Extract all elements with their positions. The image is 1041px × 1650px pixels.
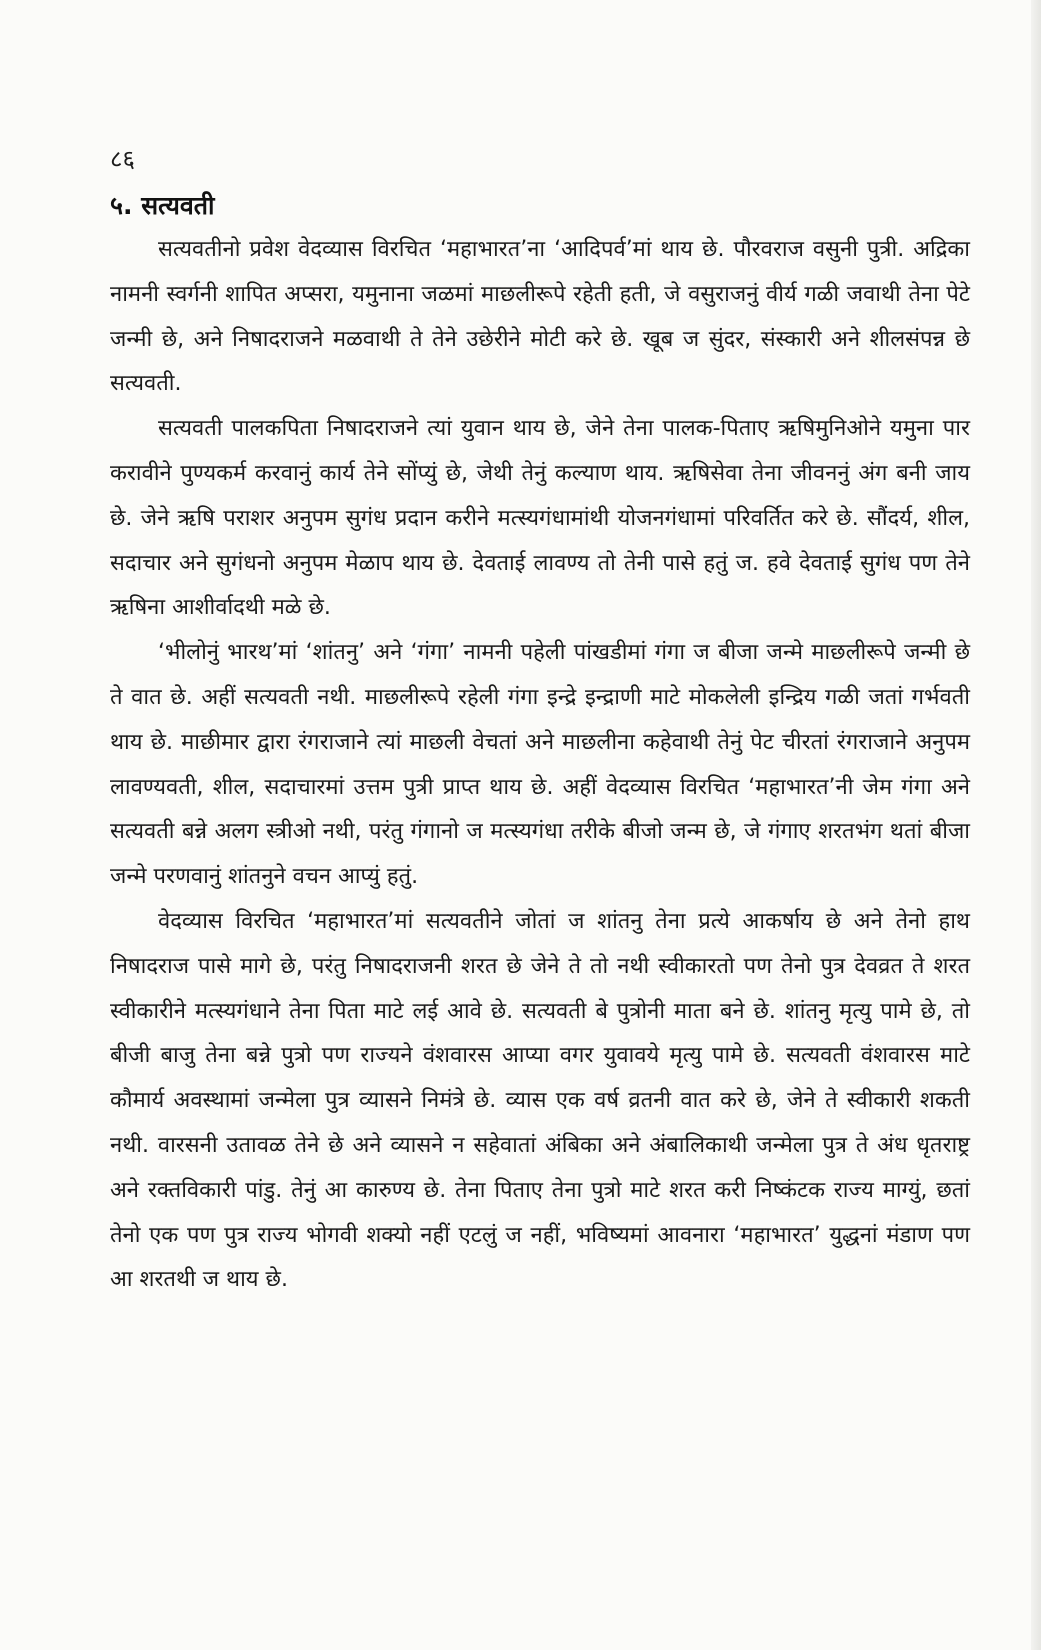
paragraph-3: ‘भीलोनुं भारथ’मां ‘शांतनु’ अने ‘गंगा’ नामनी पहेली पांखडीमां गंगा ज बीजा जन्मे माछलीरूपे जन्मी छे ते वात छे. अहीं सत्यवती नथी. माछलीरूपे रहेली गंगा इन्द्रे इन्द्राणी माटे मोकलेली इन्द्रिय गळी जतां गर्भवती थाय छे. माछीमार द्वारा रंगराजाने त्यां माछली वेचतां अने माछलीना कहेवाथी तेनुं पेट चीरतां रंगराजाने अनुपम लावण्यवती, शील, सदाचारमां उत्तम पुत्री प्राप्त थाय छे. अहीं वेदव्यास विरचित ‘महाभारत’नी जेम गंगा अने सत्यवती बन्ने अलग स्त्रीओ नथी, परंतु गंगानो ज मत्स्यगंधा तरीके बीजो जन्म छे, जे गंगाए शरतभंग थतां बीजा जन्मे परणवानुं शांतनुने वचन आप्युं हतुं. [110, 640, 970, 890]
paragraph-2: सत्यवती पालकपिता निषादराजने त्यां युवान थाय छे, जेने तेना पालक-पिताए ऋषिमुनिओने यमुना पार करावीने पुण्यकर्म करवानुं कार्य तेने सोंप्युं छे, जेथी तेनुं कल्याण थाय. ऋषिसेवा तेना जीवननुं अंग बनी जाय छे. जेने ऋषि पराशर अनुपम सुगंध प्रदान करीने मत्स्यगंधामांथी योजनगंधामां परिवर्तित करे छे. सौंदर्य, शील, सदाचार अने सुगंधनो अनुपम मेळाप थाय छे. देवताई लावण्य तो तेनी पासे हतुं ज. हवे देवताई सुगंध पण तेने ऋषिना आशीर्वादथी मळे छे. [110, 416, 970, 621]
body-text [110, 228, 970, 1303]
page-edge-shadow [1031, 0, 1041, 1650]
paragraph-4: वेदव्यास विरचित ‘महाभारत’मां सत्यवतीने जोतां ज शांतनु तेना प्रत्ये आकर्षाय छे अने तेनो हाथ निषादराज पासे मागे छे, परंतु निषादराजनी शरत छे जेने ते तो नथी स्वीकारतो पण तेनो पुत्र देवव्रत ते शरत स्वीकारीने मत्स्यगंधाने तेना पिता माटे लई आवे छे. सत्यवती बे पुत्रोनी माता बने छे. शांतनु मृत्यु पामे छे, तो बीजी बाजु तेना बन्ने पुत्रो पण राज्यने वंशवारस आप्या वगर युवावये मृत्यु पामे छे. सत्यवती वंशवारस माटे कौमार्य अवस्थामां जन्मेला पुत्र व्यासने निमंत्रे छे. व्यास एक वर्ष व्रतनी वात करे छे, जेने ते स्वीकारी शकती नथी. वारसनी उतावळ तेने छे अने व्यासने न सहेवातां अंबिका अने अंबालिकाथी जन्मेला पुत्र ते अंध धृतराष्ट्र अने रक्तविकारी पांडु. तेनुं आ कारुण्य छे. तेना पिताए तेना पुत्रो माटे शरत करी निष्कंटक राज्य माग्युं, छतां तेनो एक पण पुत्र राज्य भोगवी शक्यो नहीं एटलुं ज नहीं, भविष्यमां आवनारा ‘महाभारत’ युद्धनां मंडाण पण आ शरतथी ज थाय छे. [110, 908, 970, 1293]
paragraph-1: सत्यवतीनो प्रवेश वेदव्यास विरचित ‘महाभारत’ना ‘आदिपर्व’मां थाय छे. पौरवराज वसुनी पुत्री. अद्रिका नामनी स्वर्गनी शापित अप्सरा, यमुनाना जळमां माछलीरूपे रहेती हती, जे वसुराजनुं वीर्य गळी जवाथी तेना पेटे जन्मी छे, अने निषादराजने मळवाथी ते तेने उछेरीने मोटी करे छे. खूब ज सुंदर, संस्कारी अने शीलसंपन्न छे सत्यवती. [110, 237, 970, 397]
page-number: ८६ [110, 145, 135, 173]
section-title: ५. सत्यवती [110, 191, 215, 220]
